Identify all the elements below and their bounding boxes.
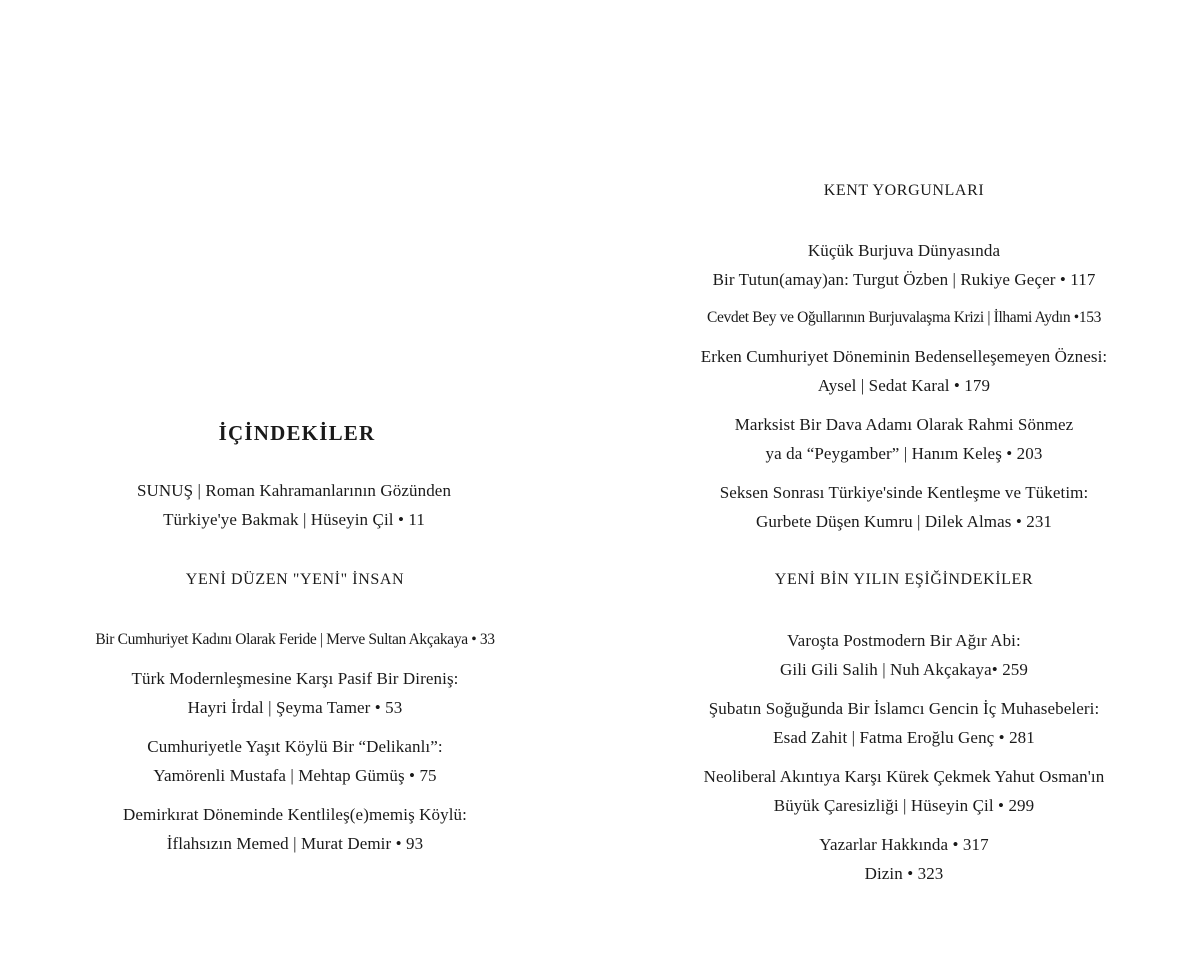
toc-entry-osman-line-2: Büyük Çaresizliği | Hüseyin Çil • 299: [773, 796, 1035, 815]
toc-entry-yamorenli-mustafa-line-2: Yamörenli Mustafa | Mehtap Gümüş • 75: [153, 766, 437, 785]
toc-entry-gili-gili-salih-line-1: Varoşta Postmodern Bir Ağır Abi:: [787, 631, 1021, 650]
page-title: İÇİNDEKİLER: [218, 421, 376, 445]
toc-entry-yazarlar-hakkinda: Yazarlar Hakkında • 317: [819, 835, 989, 854]
toc-entry-aysel-line-2: Aysel | Sedat Karal • 179: [817, 376, 991, 395]
section-title-yeni-duzen: YENİ DÜZEN "YENİ" İNSAN: [185, 571, 405, 588]
toc-entry-turgut-ozben-line-2: Bir Tutun(amay)an: Turgut Özben | Rukiye Geçer • 117: [712, 270, 1096, 289]
toc-entry-rahmi-sonmez-line-2: ya da “Peygamber” | Hanım Keleş • 203: [765, 444, 1043, 463]
section-title-kent-yorgunlari: KENT YORGUNLARI: [823, 182, 985, 199]
toc-entry-cevdet-bey: Cevdet Bey ve Oğullarının Burjuvalaşma Krizi | İlhami Aydın •153: [706, 309, 1102, 326]
toc-entry-gili-gili-salih-line-2: Gili Gili Salih | Nuh Akçakaya• 259: [780, 660, 1028, 679]
toc-entry-esad-zahit-line-1: Şubatın Soğuğunda Bir İslamcı Gencin İç Muhasebeleri:: [708, 699, 1100, 718]
toc-entry-esad-zahit-line-2: Esad Zahit | Fatma Eroğlu Genç • 281: [773, 728, 1035, 747]
section-title-yeni-bin-yil: YENİ BİN YILIN EŞİĞİNDEKİLER: [774, 571, 1034, 588]
toc-entry-feride: Bir Cumhuriyet Kadını Olarak Feride | Merve Sultan Akçakaya • 33: [95, 631, 495, 648]
toc-entry-osman-line-1: Neoliberal Akıntıya Karşı Kürek Çekmek Yahut Osman'ın: [703, 767, 1105, 786]
intro-line-1: SUNUŞ | Roman Kahramanlarının Gözünden: [136, 481, 452, 500]
toc-entry-hayri-irdal-line-2: Hayri İrdal | Şeyma Tamer • 53: [187, 698, 403, 717]
toc-entry-aysel-line-1: Erken Cumhuriyet Döneminin Bedenselleşemeyen Öznesi:: [700, 347, 1108, 366]
toc-entry-iflahsizin-memed-line-1: Demirkırat Döneminde Kentlileş(e)memiş Köylü:: [123, 805, 467, 824]
toc-entry-kumru-line-1: Seksen Sonrası Türkiye'sinde Kentleşme ve Tüketim:: [719, 483, 1089, 502]
toc-entry-kumru-line-2: Gurbete Düşen Kumru | Dilek Almas • 231: [755, 512, 1053, 531]
toc-entry-yamorenli-mustafa-line-1: Cumhuriyetle Yaşıt Köylü Bir “Delikanlı”:: [147, 737, 443, 756]
intro-line-2: Türkiye'ye Bakmak | Hüseyin Çil • 11: [163, 510, 425, 529]
toc-entry-dizin: Dizin • 323: [864, 864, 944, 883]
toc-entry-turgut-ozben-line-1: Küçük Burjuva Dünyasında: [807, 241, 1001, 260]
toc-entry-hayri-irdal-line-1: Türk Modernleşmesine Karşı Pasif Bir Direniş:: [131, 669, 459, 688]
toc-entry-iflahsizin-memed-line-2: İflahsızın Memed | Murat Demir • 93: [166, 834, 424, 853]
toc-entry-rahmi-sonmez-line-1: Marksist Bir Dava Adamı Olarak Rahmi Sönmez: [734, 415, 1074, 434]
